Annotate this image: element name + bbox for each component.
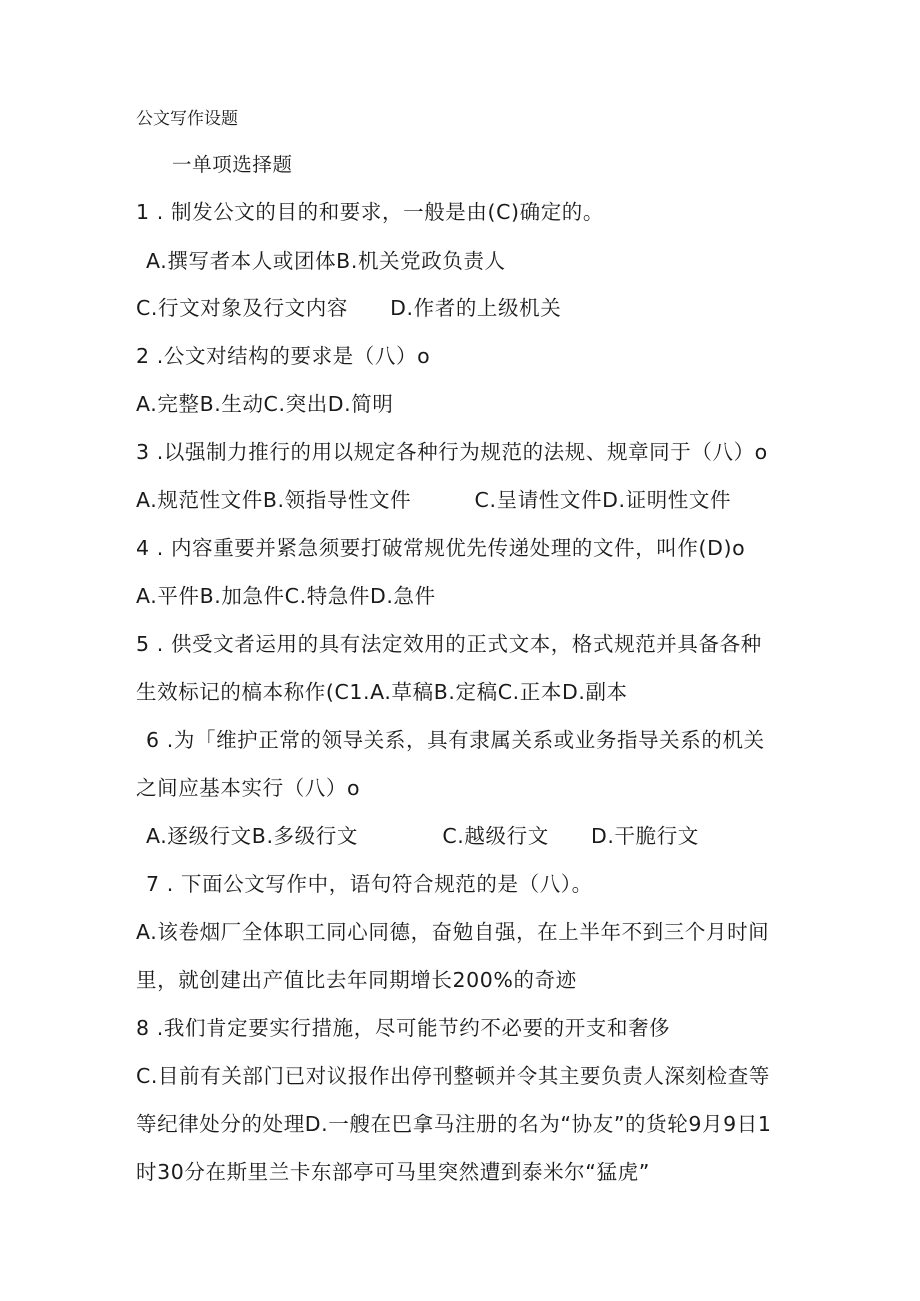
question-8-option-d-continued: 时30分在斯里兰卡东部亭可马里突然遭到泰米尔“猛虎” <box>136 1160 650 1184</box>
question-5: 5 . 供受文者运用的具有法定效用的正式文本，格式规范并具备各种 <box>136 632 762 656</box>
question-4-options: A.平件B.加急件C.特急件D.急件 <box>136 584 436 608</box>
question-7-option-a: A.该卷烟厂全体职工同心同德，奋勉自强，在上半年不到三个月时间 <box>136 920 770 944</box>
question-8-option-d: 等纪律处分的处理D.一艘在巴拿马注册的名为“协友”的货轮9月9日1 <box>136 1112 772 1136</box>
question-1-options-cd: C.行文对象及行文内容 D.作者的上级机关 <box>136 296 562 320</box>
question-2: 2 .公文对结构的要求是（八）o <box>136 344 431 368</box>
question-3: 3 .以强制力推行的用以规定各种行为规范的法规、规章同于（八）o <box>136 440 768 464</box>
question-5-continued: 生效标记的槁本称作(C1.A.草稿B.定稿C.正本D.副本 <box>136 680 628 704</box>
question-1-options-ab: A.撰写者本人或团体B.机关党政负责人 <box>146 249 506 273</box>
question-8-option-c: C.目前有关部门已对议报作出停刊整顿并令其主要负责人深刻检查等 <box>136 1064 770 1088</box>
question-6: 6 .为「维护正常的领导关系，具有隶属关系或业务指导关系的机关 <box>146 728 765 752</box>
question-8: 8 .我们肯定要实行措施，尽可能节约不必要的开支和奢侈 <box>136 1016 671 1040</box>
section-heading: 一单项选择题 <box>172 153 293 176</box>
document-title: 公文写作设题 <box>136 109 238 129</box>
question-1: 1 . 制发公文的目的和要求，一般是由(C)确定的。 <box>136 200 604 224</box>
question-7-option-a-continued: 里，就创建出产值比去年同期增长200%的奇迹 <box>136 968 577 992</box>
question-6-continued: 之间应基本实行（八）o <box>136 776 361 800</box>
question-4: 4 . 内容重要并紧急须要打破常规优先传递处理的文件，叫作(D)o <box>136 536 746 560</box>
question-2-options: A.完整B.生动C.突出D.简明 <box>136 392 394 416</box>
question-7: 7 . 下面公文写作中，语句符合规范的是（八）。 <box>146 872 593 896</box>
question-3-options: A.规范性文件B.领指导性文件 C.呈请性文件D.证明性文件 <box>136 488 732 512</box>
question-6-options: A.逐级行文B.多级行文 C.越级行文 D.干脆行文 <box>146 824 699 848</box>
